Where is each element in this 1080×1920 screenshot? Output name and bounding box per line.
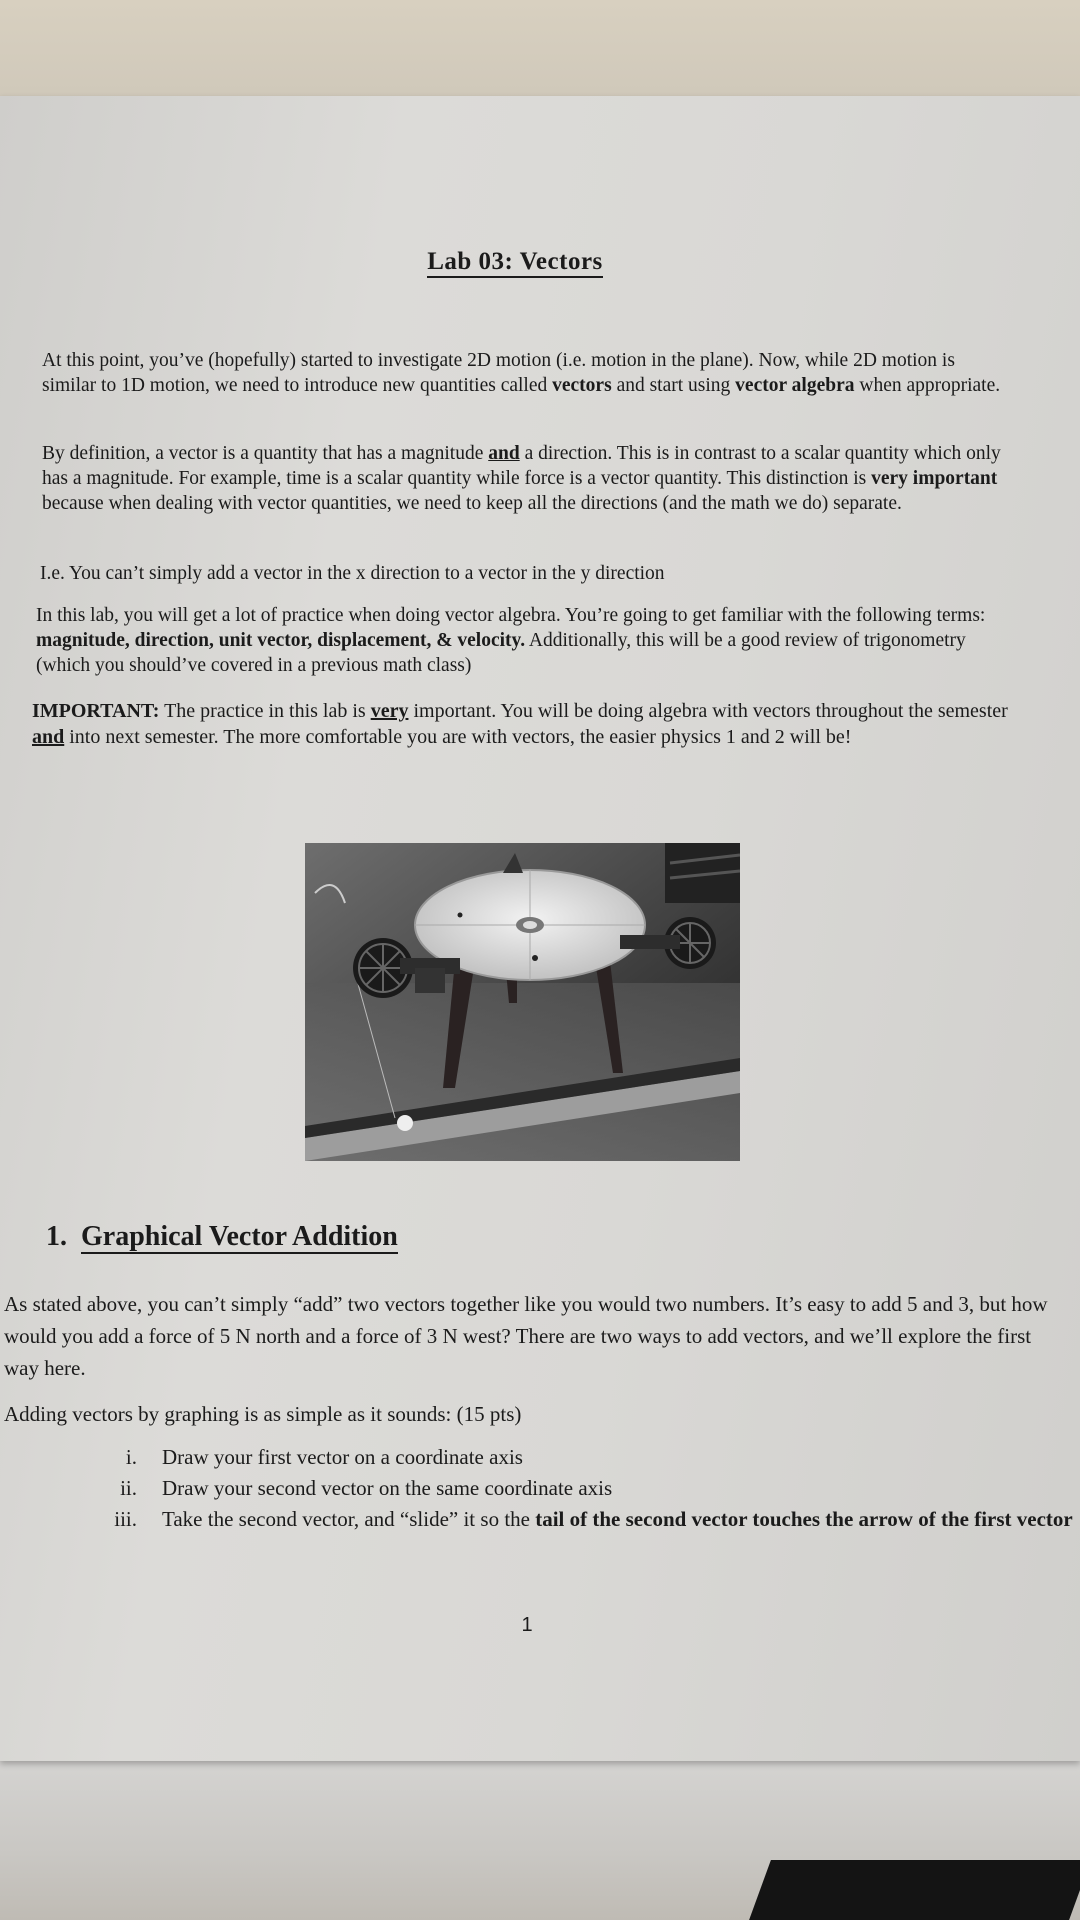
section-1-heading: 1. Graphical Vector Addition: [46, 1221, 398, 1252]
important-note: IMPORTANT: The practice in this lab is very important. You will be doing algebra with vectors throughout the semester and into next semester. The more comfortable you are with vectors, the easier physics 1 and 2 will be!: [32, 700, 1008, 748]
section-1-paragraph-2: Adding vectors by graphing is as simple as it sounds: (15 pts): [4, 1402, 522, 1426]
list-item: i. Draw your first vector on a coordinate axis: [125, 1445, 523, 1469]
intro-paragraph-4: In this lab, you will get a lot of practice when doing vector algebra. You’re going to get familiar with the following terms: magnitude, direction, unit vector, displacement, & velocity. Additionally, this will be a good review of trigonometry (which you should’ve covered in a previous math class): [36, 605, 986, 676]
document-page: [0, 96, 1080, 1761]
list-item: iii. Take the second vector, and “slide” it so the tail of the second vector touches the arrow of the first vector: [114, 1507, 1073, 1531]
page-number: 1: [521, 1614, 533, 1636]
intro-paragraph-2: By definition, a vector is a quantity that has a magnitude and a direction. This is in contrast to a scalar quantity which only has a magnitude. For example, time is a scalar quantity while force is a vector quantity. This distinction is very important because when dealing with vector quantities, we need to keep all the directions (and the math we do) separate.: [42, 443, 1001, 514]
list-item: ii. Draw your second vector on the same coordinate axis: [120, 1476, 613, 1500]
document-title: Lab 03: Vectors: [0, 248, 1030, 276]
intro-paragraph-1: At this point, you’ve (hopefully) started to investigate 2D motion (i.e. motion in the plane). Now, while 2D motion is similar to 1D motion, we need to introduce new quantities called vectors and start using vector algebra when appropriate.: [42, 350, 1001, 396]
force-table-photo: [305, 843, 740, 1161]
section-1-paragraph-1: As stated above, you can’t simply “add” two vectors together like you would two numbers. It’s easy to add 5 and 3, but how would you add a force of 5 N north and a force of 3 N west? There are two ways to add vectors, and we’ll explore the first way here.: [4, 1292, 1048, 1380]
dark-corner: [749, 1860, 1080, 1920]
intro-paragraph-3: I.e. You can’t simply add a vector in the x direction to a vector in the y direction: [40, 563, 665, 584]
steps-list: [96, 1443, 1076, 1536]
